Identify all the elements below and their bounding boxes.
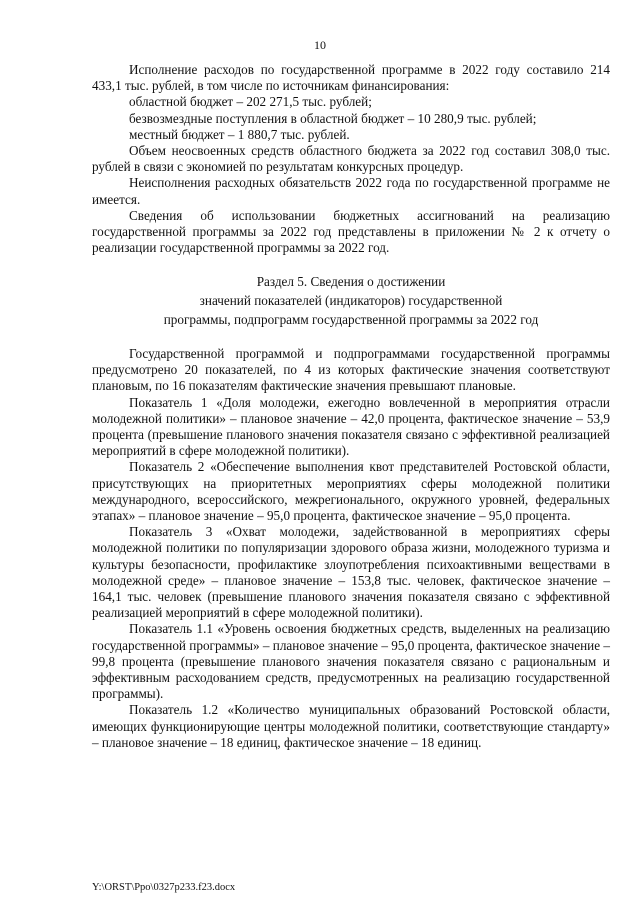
paragraph-indicator-1-1: Показатель 1.1 «Уровень освоения бюджетных средств, выделенных на реализацию государственной программы» – плановое значение – 95,0 процента, фактическое значение – 99,8 процента (превышение планового значения показателя связано с рациональным и эффективным расходованием средств, предусмотренных на реализацию государственной программы). <box>92 621 610 702</box>
heading-line-3: программы, подпрограмм государственной программы за 2022 год <box>163 312 539 327</box>
paragraph-indicator-1-2: Показатель 1.2 «Количество муниципальных образований Ростовской области, имеющих функционирующие центры молодежной политики, соответствующие стандарту» – плановое значение – 18 единиц, фактическое значение – 18 единиц. <box>92 702 610 750</box>
paragraph-indicators-summary: Государственной программой и подпрограммами государственной программы предусмотрено 20 показателей, по 4 из которых фактические значения соответствуют плановым, по 16 показателям фактические значения превышают плановые. <box>92 346 610 394</box>
page-number: 10 <box>314 38 326 52</box>
paragraph-free-receipts: безвозмездные поступления в областной бюджет – 10 280,9 тыс. рублей; <box>129 110 537 126</box>
paragraph-regional-budget: областной бюджет – 202 271,5 тыс. рублей; <box>129 94 372 110</box>
paragraph-local-budget: местный бюджет – 1 880,7 тыс. рублей. <box>129 126 350 142</box>
paragraph-execution: Исполнение расходов по государственной программе в 2022 году составило 214 433,1 тыс. рублей, в том числе по источникам финансирования: <box>92 62 610 94</box>
paragraph-non-execution: Неисполнения расходных обязательств 2022 года по государственной программе не имеется. <box>92 175 610 207</box>
heading-line-1: Раздел 5. Сведения о достижении <box>256 274 446 289</box>
paragraph-indicator-2: Показатель 2 «Обеспечение выполнения квот представителей Ростовской области, присутствующих на приоритетных мероприятиях сферы молодежной политики международного, всероссийского, межрегионального, окружного уровней, федеральных этапах» – плановое значение – 95,0 процента, фактическое значение – 95,0 процента. <box>92 459 610 524</box>
budget-execution-block <box>92 62 610 256</box>
footer-file-path: Y:\ORST\Ppo\0327p233.f23.docx <box>92 882 236 893</box>
paragraph-appendix: Сведения об использовании бюджетных ассигнований на реализацию государственной программы за 2022 год представлены в приложении № 2 к отчету о реализации государственной программы за 2022 год. <box>92 207 610 256</box>
section-heading <box>92 272 610 329</box>
paragraph-indicator-1: Показатель 1 «Доля молодежи, ежегодно вовлеченной в мероприятия отрасли молодежной политики» – плановое значение – 42,0 процента, фактическое значение – 53,9 процента (превышение планового значения показателя связано с эффективной реализацией мероприятий в сфере молодежной политики). <box>92 394 610 459</box>
indicators-block <box>92 346 610 751</box>
paragraph-indicator-3: Показатель 3 «Охват молодежи, задействованной в мероприятиях сферы молодежной политики по популяризации здорового образа жизни, молодежного туризма и культуры безопасности, профилактике злоупотребления психоактивными веществами в молодежной среде» – плановое значение – 153,8 тыс. человек, фактическое значение – 164,1 тыс. человек (превышение планового значения показателя связано с эффективной реализацией мероприятий в сфере молодежной политики). <box>92 524 610 621</box>
heading-line-2: значений показателей (индикаторов) государственной <box>199 293 503 308</box>
paragraph-unspent: Объем неосвоенных средств областного бюджета за 2022 год составил 308,0 тыс. рублей в связи с экономией по результатам конкурсных процедур. <box>92 143 610 175</box>
